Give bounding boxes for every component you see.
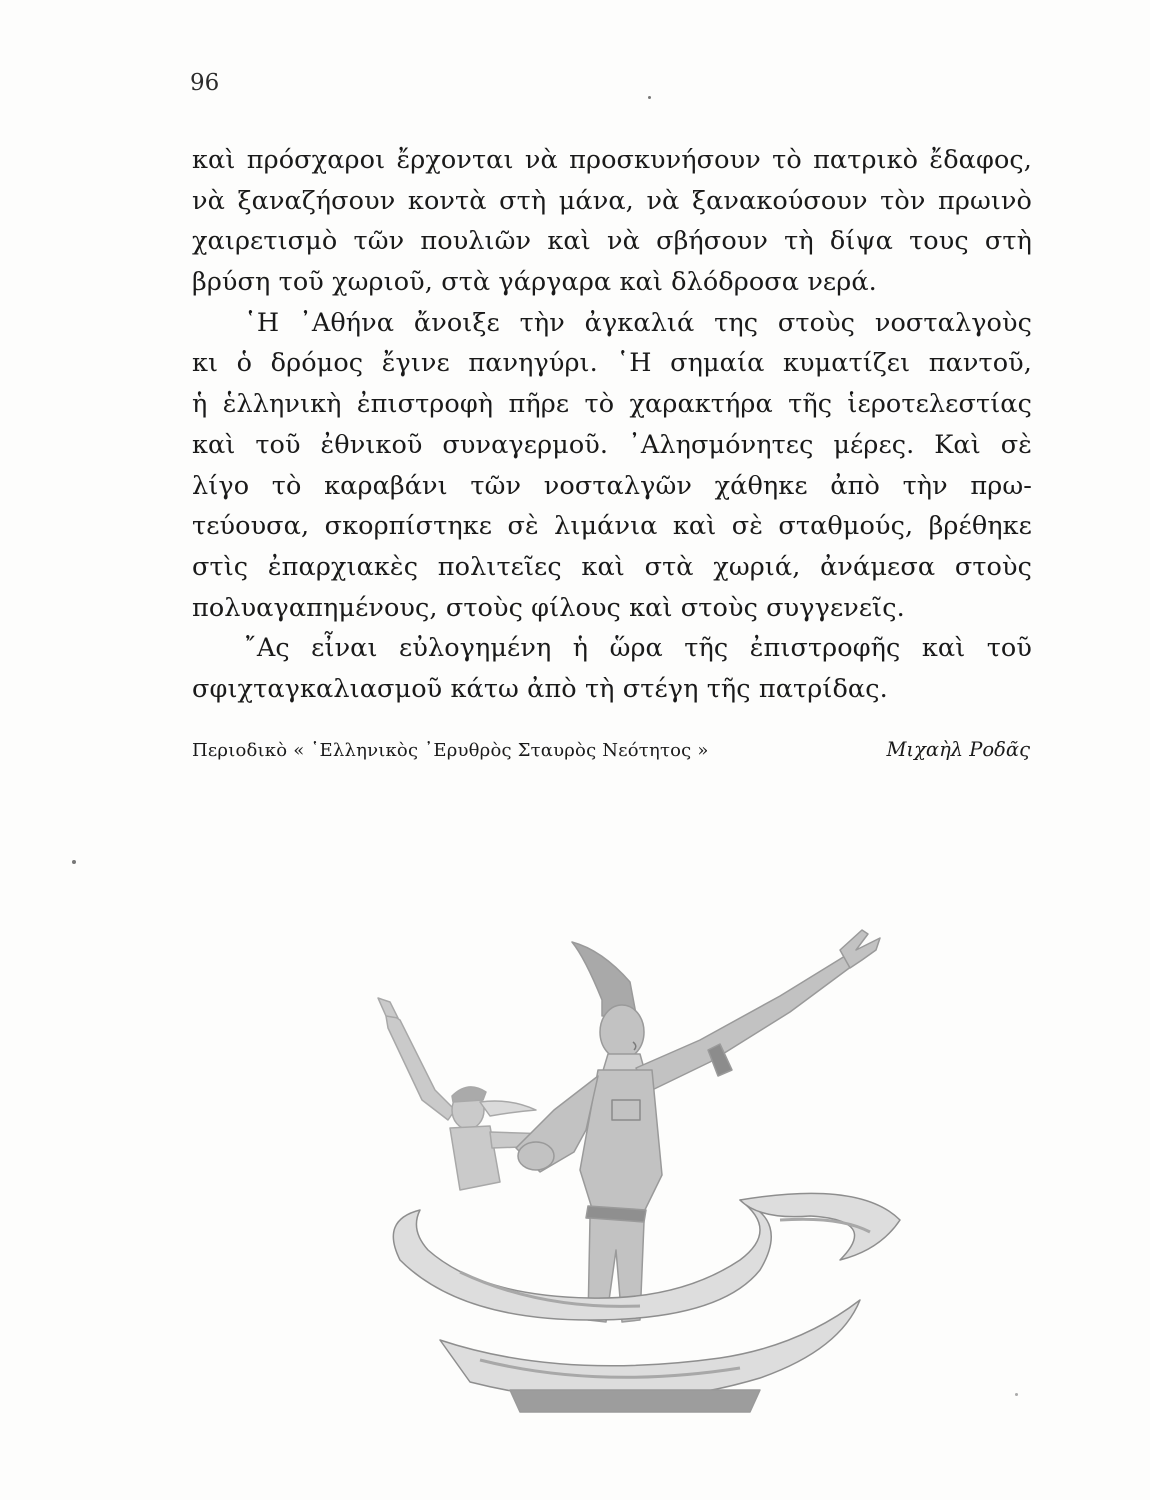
youths-with-ribbon-illustration xyxy=(340,920,910,1420)
ribbon-base-band xyxy=(510,1390,760,1412)
text-line: ἡ ἑλληνικὴ ἐπιστροφὴ πῆρε τὸ χαρακτήρα τῆς ἱεροτελεστίας xyxy=(192,389,1032,420)
text-line: τεύουσα, σκορπίστηκε σὲ λιμάνια καὶ σὲ σταθμούς, βρέθηκε xyxy=(192,511,1032,542)
ink-speck xyxy=(72,860,76,864)
ink-speck xyxy=(1015,1393,1018,1396)
text-line: ῾Η ᾿Αθήνα ἄνοιξε τὴν ἀγκαλιά της στοὺς νοσταλγοὺς xyxy=(244,307,1032,338)
text-line: κι ὁ δρόμος ἔγινε πανηγύρι. ῾Η σημαία κυματίζει παντοῦ, xyxy=(192,348,1032,379)
text-line: λίγο τὸ καραβάνι τῶν νοσταλγῶν χάθηκε ἀπὸ τὴν πρω- xyxy=(192,470,1032,501)
text-line: καὶ τοῦ ἐθνικοῦ συναγερμοῦ. ᾿Αλησμόνητες μέρες. Καὶ σὲ xyxy=(192,429,1032,460)
text-line: σφιχταγκαλιασμοῦ κάτω ἀπὸ τὴ στέγη τῆς πατρίδας. xyxy=(192,673,888,704)
text-line: νὰ ξαναζήσουν κοντὰ στὴ μάνα, νὰ ξανακούσουν τὸν πρωινὸ xyxy=(192,185,1032,216)
main-figure xyxy=(516,930,880,1322)
credit-author: Μιχαὴλ Ροδᾶς xyxy=(886,738,1030,761)
text-line: χαιρετισμὸ τῶν πουλιῶν καὶ νὰ σβήσουν τὴ δίψα τους στὴ xyxy=(192,226,1032,257)
text-line: καὶ πρόσχαροι ἔρχονται νὰ προσκυνήσουν τὸ πατρικὸ ἔδαφος, xyxy=(192,145,1032,175)
text-line: στὶς ἐπαρχιακὲς πολιτεῖες καὶ στὰ χωριά, ἀνάμεσα στοὺς xyxy=(192,551,1032,582)
credit-row xyxy=(192,738,1030,761)
text-line: ῎Ας εἶναι εὐλογημένη ἡ ὥρα τῆς ἐπιστροφῆς καὶ τοῦ xyxy=(244,633,1032,664)
flag-ribbon xyxy=(393,1193,900,1400)
body-text xyxy=(192,140,1032,710)
text-line: βρύση τοῦ χωριοῦ, στὰ γάργαρα καὶ δλόδροσα νερά. xyxy=(192,267,877,298)
ink-speck xyxy=(648,96,651,99)
page-number: 96 xyxy=(190,70,220,96)
text-line: πολυαγαπημένους, στοὺς φίλους καὶ στοὺς συγγενεῖς. xyxy=(192,592,905,623)
credit-source: Περιοδικὸ « ῾Ελληνικὸς ᾿Ερυθρὸς Σταυρὸς Νεότητος » xyxy=(192,740,709,761)
